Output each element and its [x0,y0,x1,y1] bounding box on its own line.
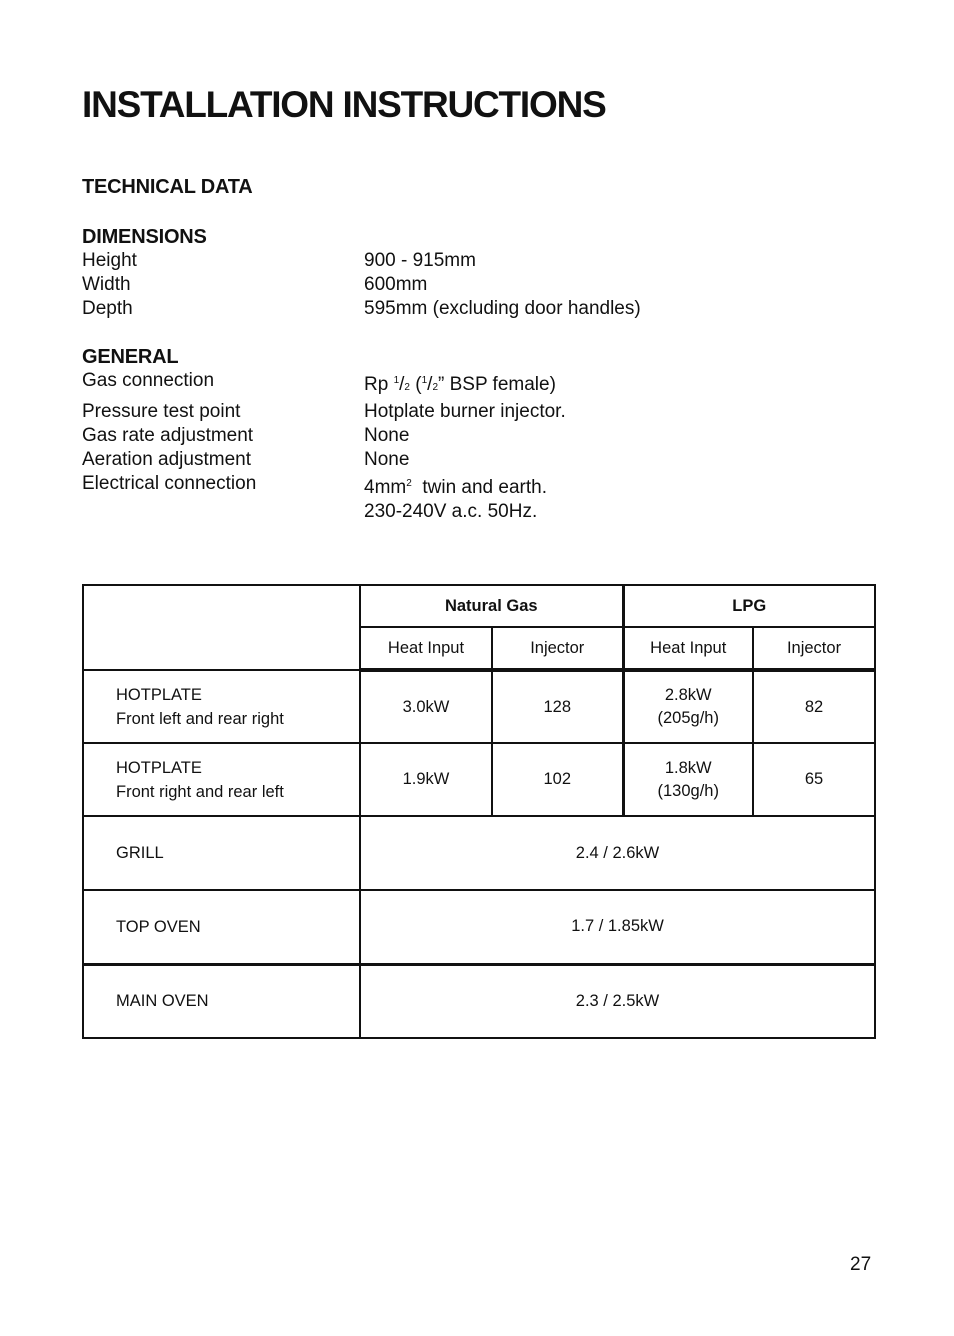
general-value: None [364,449,410,470]
page-title: INSTALLATION INSTRUCTIONS [82,84,606,125]
table-row [83,743,875,816]
general-value: Hotplate burner injector. [364,401,566,422]
general-row-electrical [82,472,842,524]
general-section [82,345,842,524]
subheader-heat-input: Heat Input [360,627,492,670]
row-label: MAIN OVEN [83,964,360,1038]
dimension-label: Depth [82,298,133,319]
header-natural-gas: Natural Gas [360,585,623,627]
general-label: Gas rate adjustment [82,425,254,446]
general-label: Electrical connection [82,473,257,494]
dimension-label: Width [82,274,131,295]
header-lpg: LPG [623,585,875,627]
rating-cell: 1.7 / 1.85kW [360,890,875,964]
general-row-pressure-test [82,400,842,424]
general-row-gas-connection [82,369,842,400]
technical-data-heading: TECHNICAL DATA [82,176,253,198]
dimension-row-height [82,249,842,273]
lpg-heat-input-cell: 2.8kW (205g/h) [623,670,753,743]
table-row [83,816,875,890]
ng-heat-input-cell: 3.0kW [360,670,492,743]
general-label: Pressure test point [82,401,241,422]
dimensions-heading: DIMENSIONS [82,226,207,248]
general-heading: GENERAL [82,346,179,368]
dimension-value: 595mm (excluding door handles) [364,298,641,319]
ng-injector-cell: 128 [492,670,623,743]
dimension-row-depth [82,297,842,321]
dimensions-section [82,225,842,321]
dimension-value: 900 - 915mm [364,250,476,271]
lpg-injector-cell: 82 [753,670,875,743]
table-row [83,890,875,964]
general-row-aeration [82,448,842,472]
table-row [83,964,875,1038]
row-label: GRILL [83,816,360,890]
row-label: TOP OVEN [83,890,360,964]
subheader-injector: Injector [492,627,623,670]
subheader-injector: Injector [753,627,875,670]
dimension-row-width [82,273,842,297]
page-number: 27 [850,1254,872,1275]
table-header-row [83,585,875,627]
ng-heat-input-cell: 1.9kW [360,743,492,816]
general-label: Gas connection [82,370,215,391]
ng-injector-cell: 102 [492,743,623,816]
row-label: HOTPLATE Front right and rear left [83,743,360,816]
lpg-injector-cell: 65 [753,743,875,816]
dimension-value: 600mm [364,274,428,295]
row-label: HOTPLATE Front left and rear right [83,670,360,743]
rating-cell: 2.3 / 2.5kW [360,964,875,1038]
technical-data-table [82,584,876,1039]
general-value: None [364,425,410,446]
dimension-label: Height [82,250,137,271]
table-row [83,670,875,743]
general-value: Rp $^1$/2 ($^1$/2” BSP female) [364,374,556,395]
rating-cell: 2.4 / 2.6kW [360,816,875,890]
general-label: Aeration adjustment [82,449,251,470]
subheader-heat-input: Heat Input [623,627,753,670]
lpg-heat-input-cell: 1.8kW (130g/h) [623,743,753,816]
general-value: $4mm^2$ twin and earth. 230-240V a.c. 50Hz. [364,477,547,522]
table-corner-cell [83,585,360,670]
general-row-gas-rate [82,424,842,448]
